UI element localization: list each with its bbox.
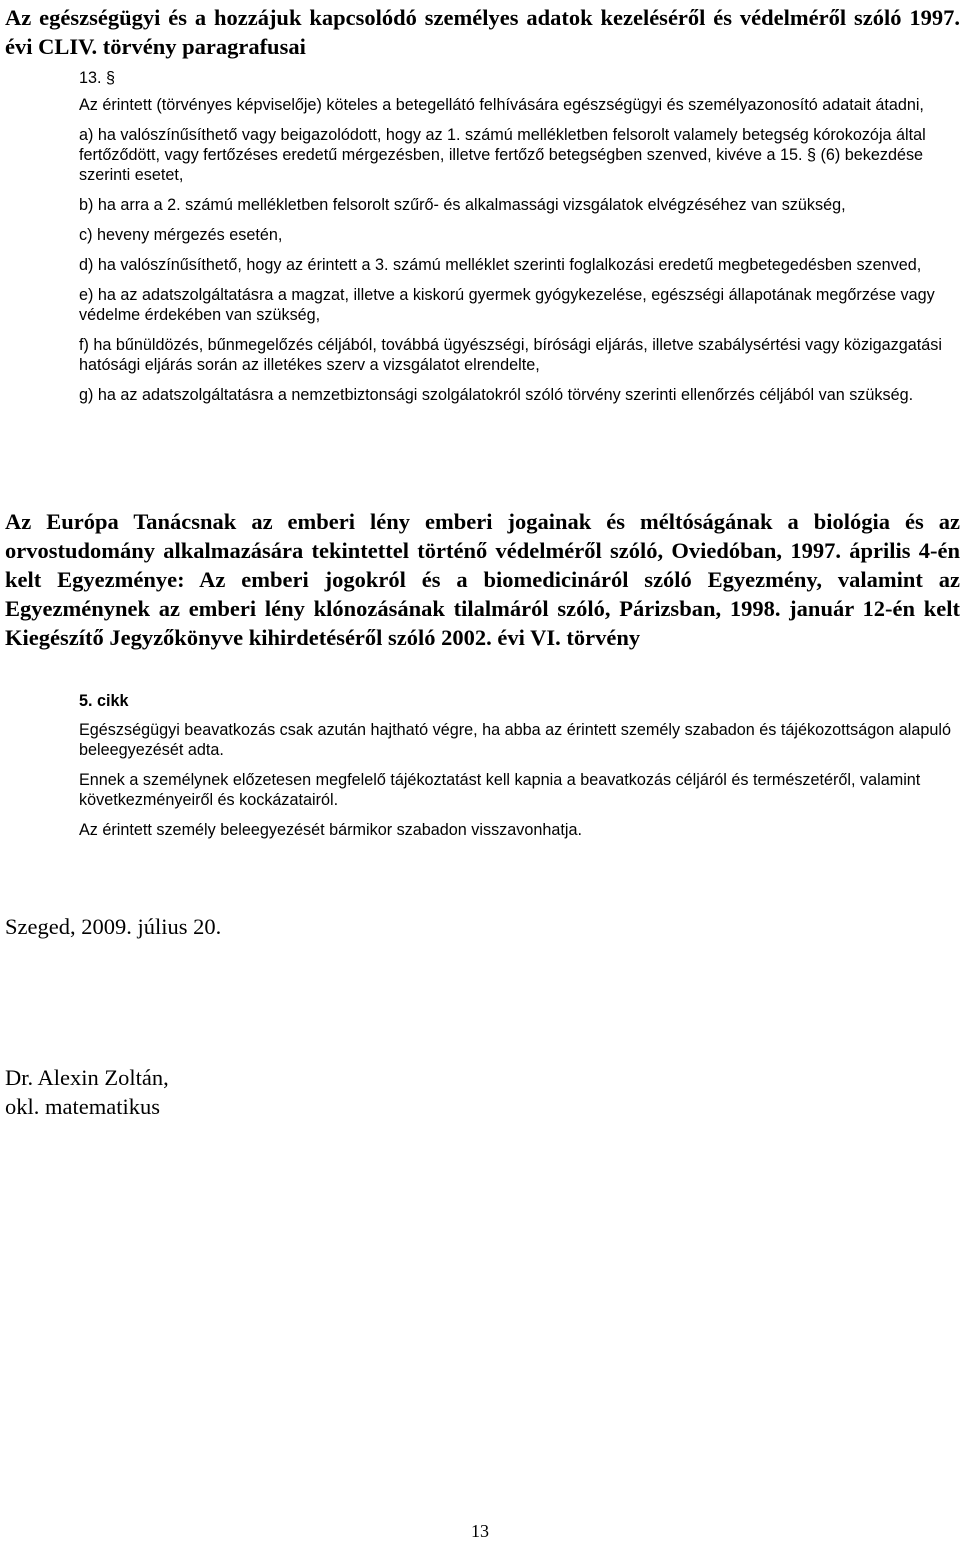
section1-body [79,68,954,415]
list-item-g: g) ha az adatszolgáltatásra a nemzetbiztonsági szolgálatokról szóló törvény szerinti ellenőrzés céljából van szükség. [79,386,914,404]
paragraph-number: 13. § [79,69,116,87]
article-number: 5. cikk [79,692,129,710]
article-paragraph-2: Ennek a személynek előzetesen megfelelő tájékoztatást kell kapnia a beavatkozás céljáról és természetéről, valamint következményeiről és kockázatairól. [79,771,921,809]
signature-block [5,1063,169,1121]
section2-body [79,691,954,850]
section1-title: Az egészségügyi és a hozzájuk kapcsolódó személyes adatok kezeléséről és védelméről szóló 1997. évi CLIV. törvény paragrafusai [5,5,960,59]
list-item-c: c) heveny mérgezés esetén, [79,226,283,244]
place-date: Szeged, 2009. július 20. [5,914,222,939]
page-number: 13 [471,1521,489,1541]
list-item-d: d) ha valószínűsíthető, hogy az érintett a 3. számú melléklet szerinti foglalkozási eredetű megbetegedésben szenved, [79,256,922,274]
article-paragraph-1: Egészségügyi beavatkozás csak azután hajtható végre, ha abba az érintett személy szabadon és tájékozottságon alapuló beleegyezését adta. [79,721,951,759]
list-item-f: f) ha bűnüldözés, bűnmegelőzés céljából, továbbá ügyészségi, bírósági eljárás, illetve szabálysértési vagy közigazgatási hatósági eljárás során az illetékes szerv a vizsgálatot elrendelte, [79,336,942,374]
list-item-b: b) ha arra a 2. számú mellékletben felsorolt szűrő- és alkalmassági vizsgálatok elvégzéséhez van szükség, [79,196,846,214]
section1-intro: Az érintett (törvényes képviselője) köteles a betegellátó felhívására egészségügyi és személyazonosító adatait átadni, [79,96,924,114]
list-item-e: e) ha az adatszolgáltatásra a magzat, illetve a kiskorú gyermek gyógykezelése, egészségi állapotának megőrzése vagy védelme érdekében van szükség, [79,286,935,324]
list-item-a: a) ha valószínűsíthető vagy beigazolódott, hogy az 1. számú mellékletben felsorolt valamely betegség kórokozója által fertőződött, vagy fertőzéses eredetű mérgezésben, illetve fertőző betegségben szenved, kivéve a 15. § (6) bekezdése szerinti esetet, [79,126,926,184]
article-paragraph-3: Az érintett személy beleegyezését bármikor szabadon visszavonhatja. [79,821,582,839]
signature-name: Dr. Alexin Zoltán, [5,1065,169,1090]
signature-title: okl. matematikus [5,1094,160,1119]
section2-title: Az Európa Tanácsnak az emberi lény emberi jogainak és méltóságának a biológia és az orvostudomány alkalmazására tekintettel történő védelméről szóló, Oviedóban, 1997. április 4-én kelt Egyezménye: Az emberi jogokról és a biomedicináról szóló Egyezmény, valamint az Egyezménynek az emberi lény klónozásának tilalmáról szóló, Párizsban, 1998. január 12-én kelt Kiegészítő Jegyzőkönyve kihirdetéséről szóló 2002. évi VI. törvény [5,509,960,650]
